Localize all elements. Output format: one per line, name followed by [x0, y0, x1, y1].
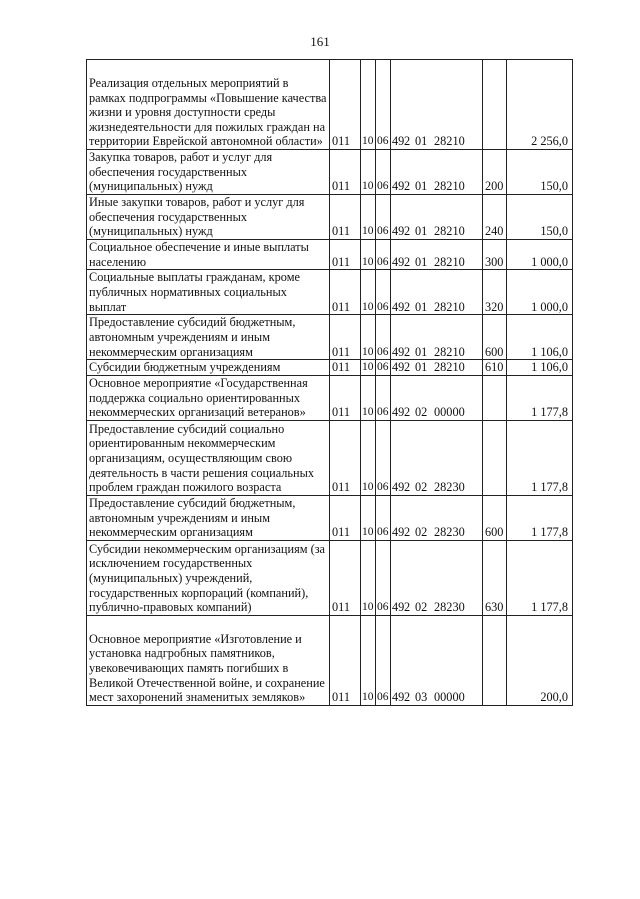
- row-amount: 1 000,0: [507, 240, 573, 270]
- row-program-code: [391, 270, 483, 315]
- row-expense-type: [483, 375, 507, 420]
- program-code-part: 49: [392, 525, 405, 540]
- row-description: Субсидии некоммерческим организациям (за исключением государственных (муниципальных) учреждений, государственных корпораций (компаний), публично-правовых компаний): [87, 540, 330, 615]
- program-code-part: 28230: [434, 480, 465, 495]
- program-code-part: 2: [404, 525, 411, 540]
- row-amount: 150,0: [507, 195, 573, 240]
- row-subsection: 06: [376, 495, 391, 540]
- program-code-part: 49: [392, 600, 405, 615]
- row-description: Основное мероприятие «Государственная поддержка социально ориентированных некоммерческих организаций ветеранов»: [87, 375, 330, 420]
- page-number: 161: [310, 34, 330, 49]
- row-description: Закупка товаров, работ и услуг для обеспечения государственных (муниципальных) нужд: [87, 150, 330, 195]
- program-code-part: 02: [415, 525, 428, 540]
- row-description: Предоставление субсидий социально ориентированным некоммерческим организациям, осуществляющим свою деятельность в части решения социальных проблем граждан пожилого возраста: [87, 420, 330, 495]
- table-row: [87, 360, 573, 376]
- row-amount: 2 256,0: [507, 60, 573, 150]
- row-expense-type: [483, 420, 507, 495]
- program-code-part: 2: [404, 179, 411, 194]
- program-code-part: 49: [392, 480, 405, 495]
- program-code-part: 01: [415, 254, 428, 269]
- row-ministry-code: 011: [330, 315, 361, 360]
- row-section: 10: [361, 375, 376, 420]
- row-section: 10: [361, 240, 376, 270]
- row-expense-type: 200: [483, 150, 507, 195]
- row-subsection: 06: [376, 615, 391, 705]
- row-subsection: 06: [376, 60, 391, 150]
- program-code-part: 49: [392, 254, 405, 269]
- row-program-code: [391, 420, 483, 495]
- row-program-code: [391, 195, 483, 240]
- row-amount: 150,0: [507, 150, 573, 195]
- row-ministry-code: 011: [330, 360, 361, 376]
- row-subsection: 06: [376, 270, 391, 315]
- row-program-code: [391, 540, 483, 615]
- program-code-part: 28210: [434, 360, 465, 375]
- row-ministry-code: 011: [330, 60, 361, 150]
- row-section: 10: [361, 150, 376, 195]
- table-row: [87, 240, 573, 270]
- row-section: 10: [361, 270, 376, 315]
- program-code-part: 2: [404, 299, 411, 314]
- row-subsection: 06: [376, 420, 391, 495]
- row-ministry-code: 011: [330, 420, 361, 495]
- row-ministry-code: 011: [330, 150, 361, 195]
- row-section: 10: [361, 60, 376, 150]
- row-program-code: [391, 240, 483, 270]
- program-code-part: 01: [415, 179, 428, 194]
- table-row: [87, 315, 573, 360]
- row-amount: 1 106,0: [507, 360, 573, 376]
- program-code-part: 49: [392, 224, 405, 239]
- row-description: Социальное обеспечение и иные выплаты населению: [87, 240, 330, 270]
- row-program-code: [391, 360, 483, 376]
- program-code-part: 28230: [434, 600, 465, 615]
- program-code-part: 01: [415, 360, 428, 375]
- table-row: [87, 615, 573, 705]
- program-code-part: 2: [404, 360, 411, 375]
- table-row: [87, 495, 573, 540]
- program-code-part: 49: [392, 405, 405, 420]
- row-program-code: [391, 495, 483, 540]
- budget-table: [86, 59, 573, 706]
- row-expense-type: 600: [483, 315, 507, 360]
- program-code-part: 28210: [434, 254, 465, 269]
- row-expense-type: 600: [483, 495, 507, 540]
- row-section: 10: [361, 195, 376, 240]
- table-row: [87, 60, 573, 150]
- row-ministry-code: 011: [330, 495, 361, 540]
- row-amount: 1 177,8: [507, 420, 573, 495]
- program-code-part: 49: [392, 179, 405, 194]
- row-expense-type: 610: [483, 360, 507, 376]
- row-ministry-code: 011: [330, 195, 361, 240]
- program-code-part: 01: [415, 224, 428, 239]
- row-ministry-code: 011: [330, 615, 361, 705]
- row-amount: 1 106,0: [507, 315, 573, 360]
- table-row: [87, 540, 573, 615]
- table-row: [87, 195, 573, 240]
- row-subsection: 06: [376, 195, 391, 240]
- row-expense-type: 630: [483, 540, 507, 615]
- program-code-part: 00000: [434, 405, 465, 420]
- program-code-part: 2: [404, 254, 411, 269]
- program-code-part: 28230: [434, 525, 465, 540]
- program-code-part: 00000: [434, 690, 465, 705]
- table-row: [87, 270, 573, 315]
- row-section: 10: [361, 615, 376, 705]
- row-subsection: 06: [376, 540, 391, 615]
- row-expense-type: [483, 60, 507, 150]
- program-code-part: 49: [392, 134, 405, 149]
- program-code-part: 2: [404, 600, 411, 615]
- row-description: Иные закупки товаров, работ и услуг для обеспечения государственных (муниципальных) нужд: [87, 195, 330, 240]
- program-code-part: 01: [415, 134, 428, 149]
- row-section: 10: [361, 420, 376, 495]
- row-subsection: 06: [376, 240, 391, 270]
- row-program-code: [391, 615, 483, 705]
- program-code-part: 03: [415, 690, 428, 705]
- row-ministry-code: 011: [330, 240, 361, 270]
- program-code-part: 28210: [434, 224, 465, 239]
- program-code-part: 01: [415, 344, 428, 359]
- program-code-part: 49: [392, 299, 405, 314]
- table-row: [87, 375, 573, 420]
- program-code-part: 49: [392, 690, 405, 705]
- program-code-part: 49: [392, 344, 405, 359]
- row-amount: 1 177,8: [507, 375, 573, 420]
- row-section: 10: [361, 540, 376, 615]
- row-section: 10: [361, 315, 376, 360]
- row-program-code: [391, 375, 483, 420]
- row-expense-type: 320: [483, 270, 507, 315]
- row-section: 10: [361, 360, 376, 376]
- row-amount: 1 177,8: [507, 540, 573, 615]
- row-expense-type: [483, 615, 507, 705]
- row-program-code: [391, 150, 483, 195]
- row-description: Предоставление субсидий бюджетным, автономным учреждениям и иным некоммерческим организациям: [87, 495, 330, 540]
- row-description: Реализация отдельных мероприятий в рамках подпрограммы «Повышение качества жизни и уровня доступности среды жизнедеятельности для пожилых граждан на территории Еврейской автономной области»: [87, 60, 330, 150]
- row-subsection: 06: [376, 375, 391, 420]
- program-code-part: 02: [415, 480, 428, 495]
- row-subsection: 06: [376, 150, 391, 195]
- program-code-part: 28210: [434, 299, 465, 314]
- program-code-part: 02: [415, 405, 428, 420]
- program-code-part: 49: [392, 360, 405, 375]
- row-section: 10: [361, 495, 376, 540]
- program-code-part: 2: [404, 224, 411, 239]
- row-description: Социальные выплаты гражданам, кроме публичных нормативных социальных выплат: [87, 270, 330, 315]
- program-code-part: 28210: [434, 179, 465, 194]
- row-subsection: 06: [376, 315, 391, 360]
- row-ministry-code: 011: [330, 540, 361, 615]
- table-row: [87, 150, 573, 195]
- program-code-part: 2: [404, 690, 411, 705]
- row-amount: 1 000,0: [507, 270, 573, 315]
- row-amount: 200,0: [507, 615, 573, 705]
- program-code-part: 28210: [434, 134, 465, 149]
- program-code-part: 01: [415, 299, 428, 314]
- program-code-part: 2: [404, 344, 411, 359]
- program-code-part: 2: [404, 480, 411, 495]
- table-body: [87, 60, 573, 706]
- row-description: Основное мероприятие «Изготовление и установка надгробных памятников, увековечивающих память погибших в Великой Отечественной войне, и сохранение мест захоронений знаменитых земляков»: [87, 615, 330, 705]
- program-code-part: 2: [404, 405, 411, 420]
- table-row: [87, 420, 573, 495]
- row-expense-type: 300: [483, 240, 507, 270]
- row-expense-type: 240: [483, 195, 507, 240]
- program-code-part: 2: [404, 134, 411, 149]
- row-ministry-code: 011: [330, 375, 361, 420]
- row-program-code: [391, 60, 483, 150]
- row-amount: 1 177,8: [507, 495, 573, 540]
- program-code-part: 28210: [434, 344, 465, 359]
- row-description: Субсидии бюджетным учреждениям: [87, 360, 330, 376]
- row-subsection: 06: [376, 360, 391, 376]
- row-ministry-code: 011: [330, 270, 361, 315]
- row-description: Предоставление субсидий бюджетным, автономным учреждениям и иным некоммерческим организациям: [87, 315, 330, 360]
- program-code-part: 02: [415, 600, 428, 615]
- row-program-code: [391, 315, 483, 360]
